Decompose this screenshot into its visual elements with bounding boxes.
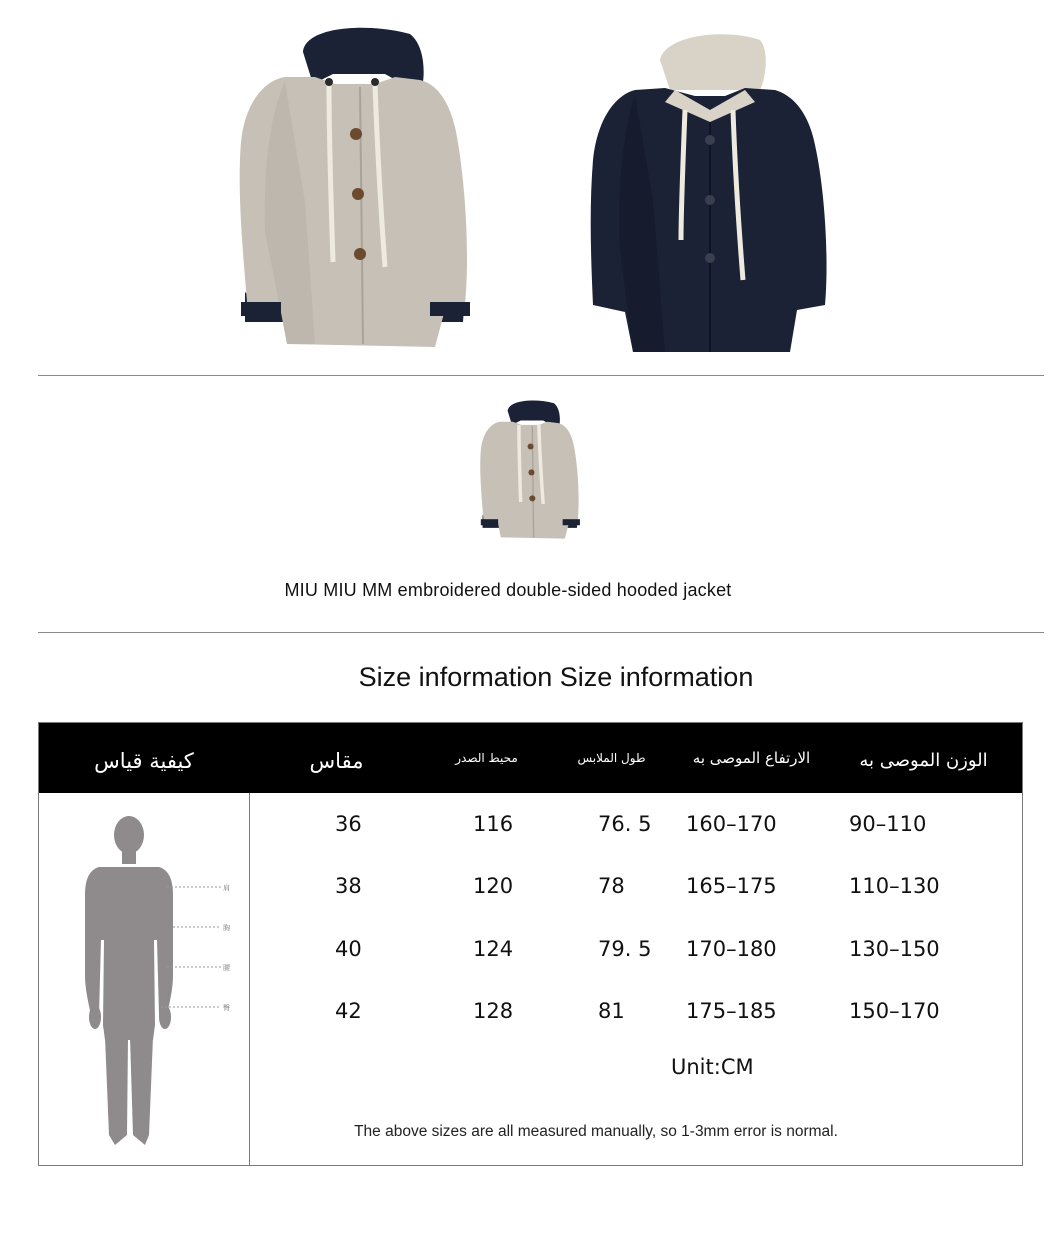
measurement-note: The above sizes are all measured manually, so 1-3mm error is normal. (354, 1123, 838, 1140)
header-recommended-weight: الوزن الموصى به (859, 750, 988, 771)
header-size: مقاس (309, 749, 364, 773)
jacket-thumbnail (472, 398, 584, 543)
jacket-photo-navy (585, 30, 835, 360)
cell-length: 81 (598, 999, 625, 1023)
cell-weight: 110–130 (849, 874, 940, 898)
cell-size: 36 (335, 812, 362, 836)
cell-length: 78 (598, 874, 625, 898)
cell-height: 175–185 (686, 999, 777, 1023)
header-recommended-height: الارتفاع الموصى به (692, 749, 811, 767)
cell-bust: 120 (473, 874, 514, 898)
size-table (38, 722, 1023, 1166)
body-measurement-figure (81, 815, 246, 1150)
cell-height: 160–170 (686, 812, 777, 836)
cell-height: 165–175 (686, 874, 777, 898)
cell-size: 42 (335, 999, 362, 1023)
figure-label-1: 肩 (223, 884, 230, 892)
cell-length: 76. 5 (598, 812, 652, 836)
jacket-photo-beige (225, 22, 475, 357)
size-table-header (39, 723, 1022, 793)
figure-label-2: 胸 (223, 924, 230, 932)
divider-top (38, 375, 1044, 376)
cell-weight: 150–170 (849, 999, 940, 1023)
cell-bust: 116 (473, 812, 514, 836)
cell-size: 40 (335, 937, 362, 961)
unit-label: Unit:CM (671, 1055, 754, 1079)
cell-bust: 124 (473, 937, 514, 961)
column-divider (249, 793, 250, 1166)
header-bust: محيط الصدر (455, 751, 518, 765)
divider-middle (38, 632, 1044, 633)
product-title: MIU MIU MM embroidered double-sided hooded jacket (284, 580, 732, 600)
cell-weight: 130–150 (849, 937, 940, 961)
cell-height: 170–180 (686, 937, 777, 961)
cell-bust: 128 (473, 999, 514, 1023)
header-length: طول الملابس (577, 751, 646, 765)
header-how-to-measure: كيفية قياس (94, 749, 194, 773)
figure-label-4: 臀 (223, 1004, 230, 1012)
cell-weight: 90–110 (849, 812, 927, 836)
cell-length: 79. 5 (598, 937, 652, 961)
figure-label-3: 腰 (223, 964, 230, 972)
cell-size: 38 (335, 874, 362, 898)
size-heading: Size information Size information (358, 662, 754, 692)
